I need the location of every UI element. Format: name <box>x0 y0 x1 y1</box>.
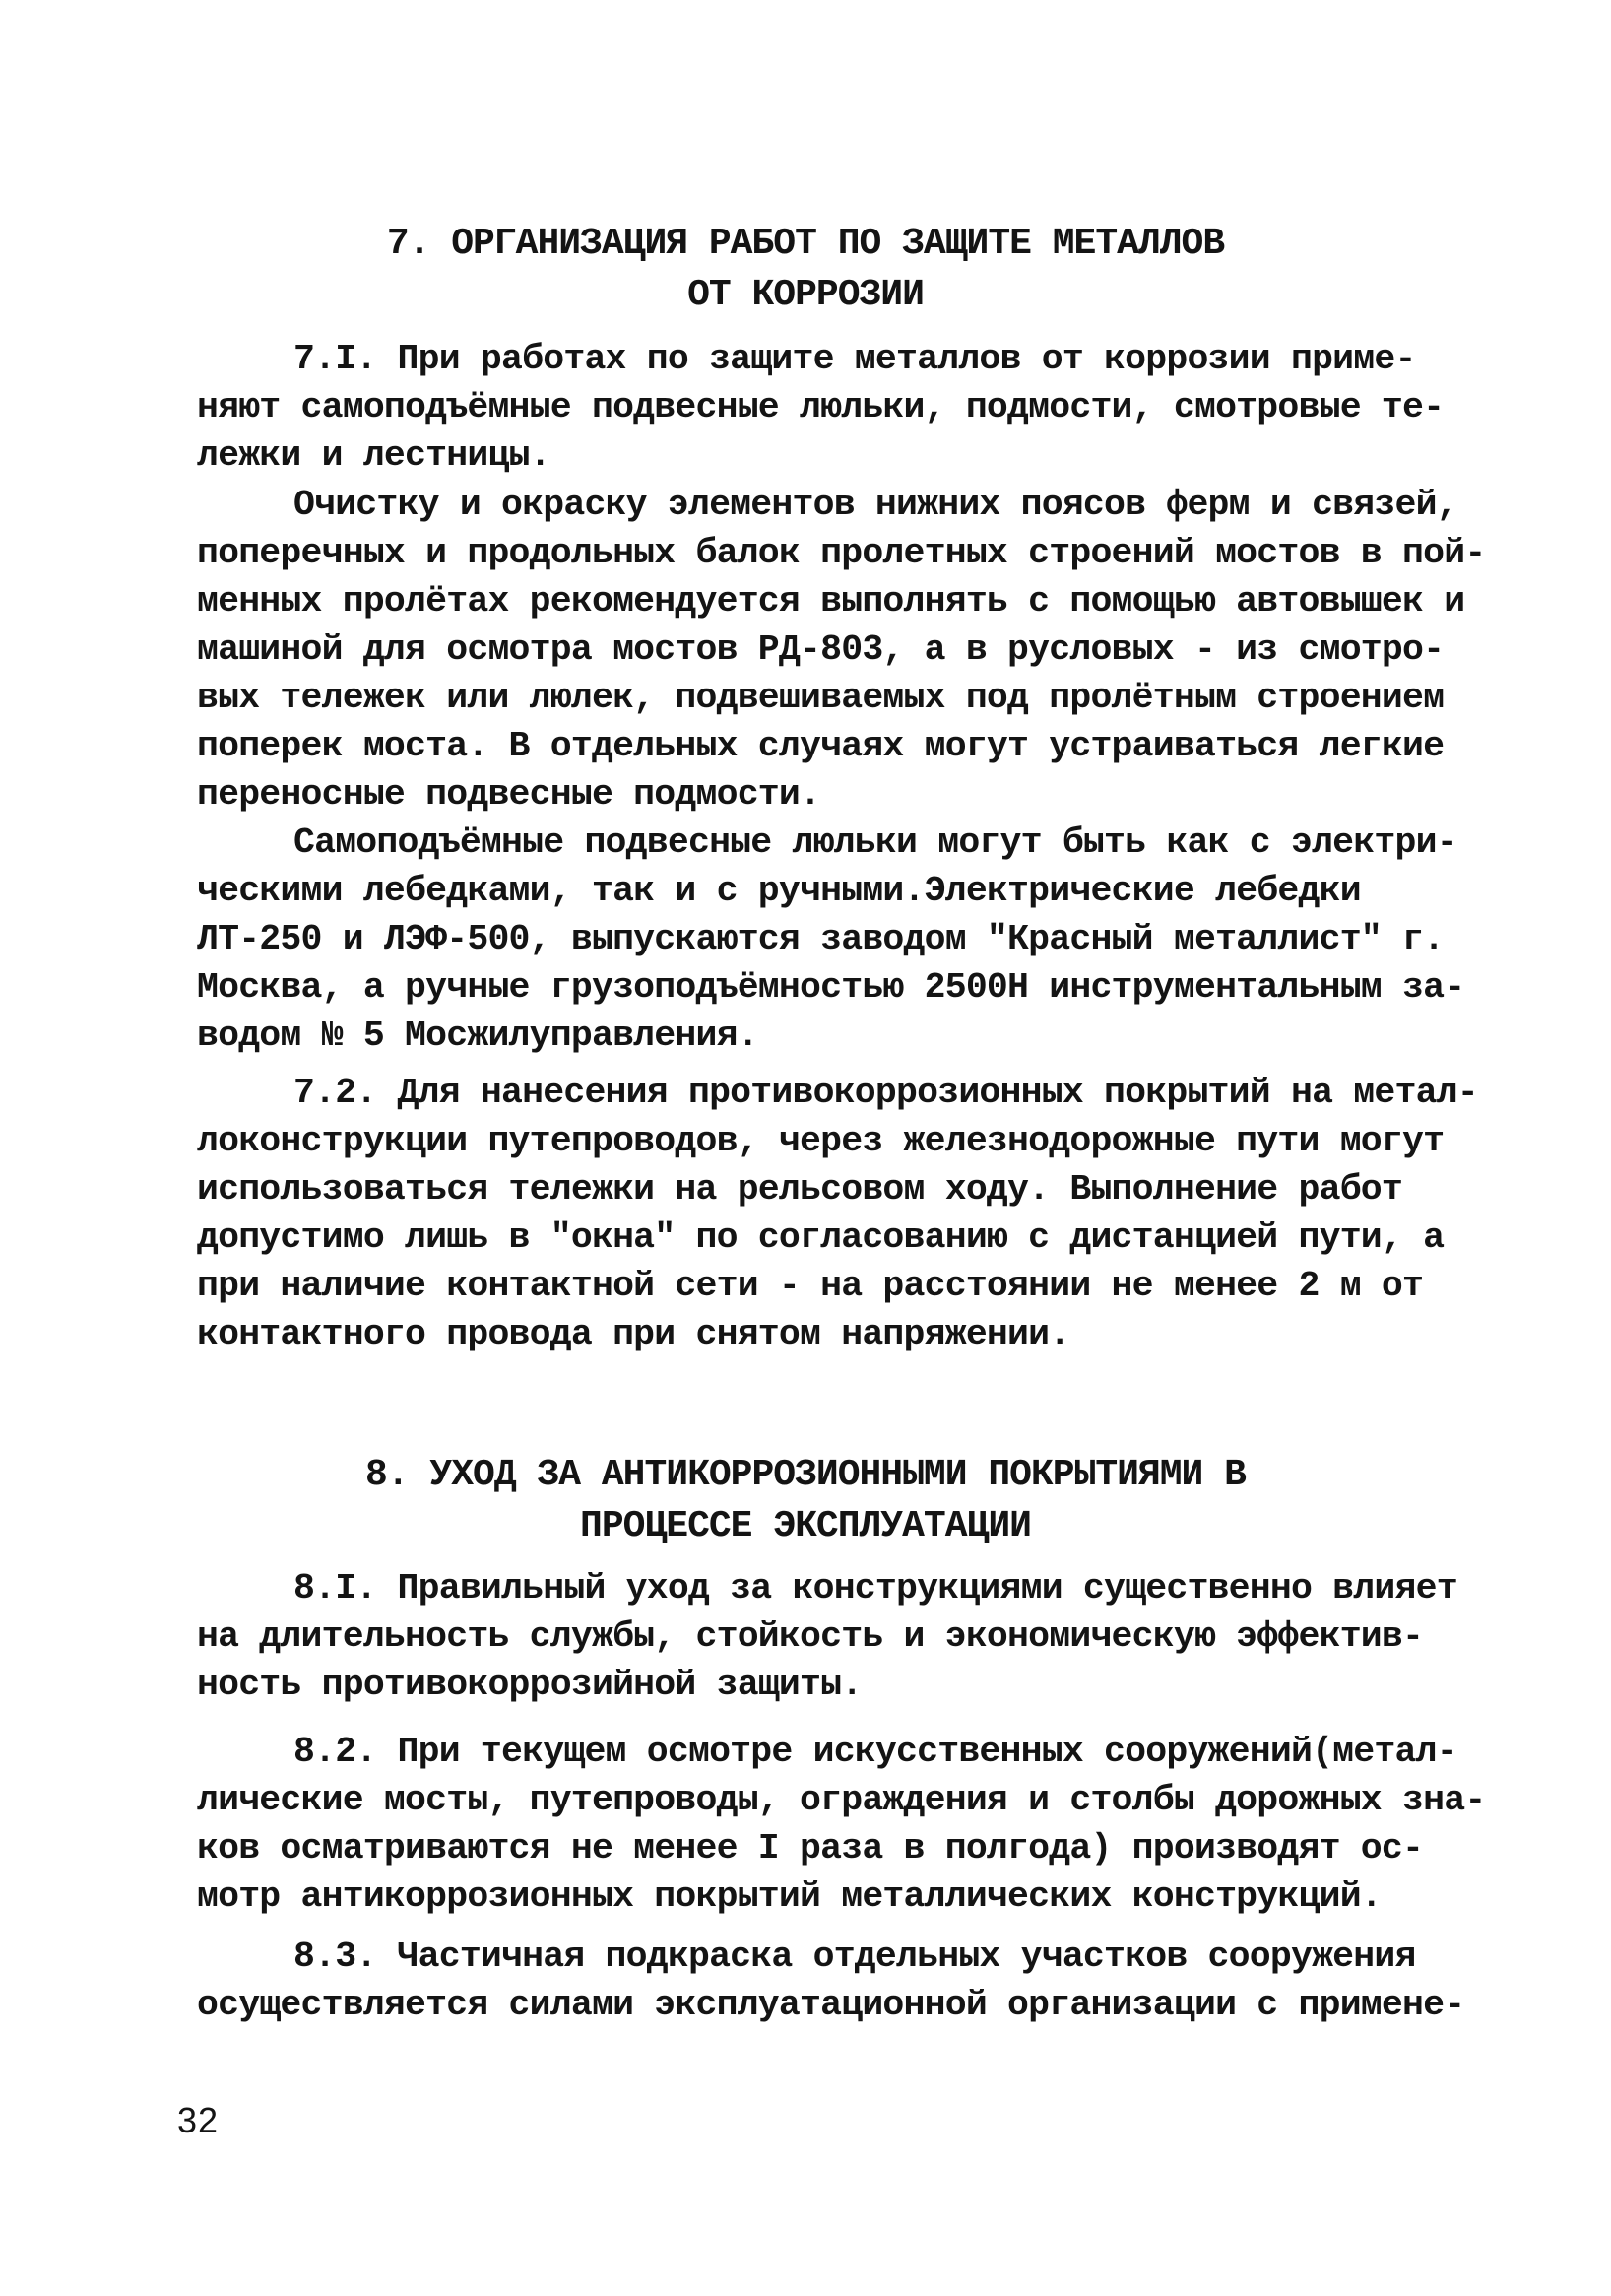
paragraph-7-2 <box>197 1069 1478 1358</box>
text-line: 8.2. При текущем осмотре искусственных сооружений(метал- <box>293 1732 1457 1772</box>
text-line: мотр антикоррозионных покрытий металлических конструкций. <box>197 1876 1382 1917</box>
section-7-heading-line: 7. ОРГАНИЗАЦИЯ РАБОТ ПО ЗАЩИТЕ МЕТАЛЛОВ <box>386 223 1225 265</box>
text-line: Самоподъёмные подвесные люльки могут быть как с электри- <box>293 822 1457 863</box>
text-line: локонструкции путепроводов, через железнодорожные пути могут <box>197 1121 1445 1161</box>
paragraph-8-3 <box>197 1933 1465 2029</box>
paragraph-8-2 <box>197 1728 1486 1921</box>
paragraph-7-1-cleaning <box>197 481 1486 819</box>
text-line: водом № 5 Мосжилуправления. <box>197 1016 758 1056</box>
text-line: 7.2. Для нанесения противокоррозионных покрытий на метал- <box>293 1073 1478 1113</box>
paragraph-7-1-cradles <box>197 819 1465 1060</box>
section-8-heading-line: 8. УХОД ЗА АНТИКОРРОЗИОННЫМИ ПОКРЫТИЯМИ В <box>365 1454 1246 1496</box>
text-line: 7.I. При работах по защите металлов от коррозии приме- <box>293 339 1416 379</box>
text-line: при наличие контактной сети - на расстоянии не менее 2 м от <box>197 1266 1424 1306</box>
text-line: лические мосты, путепроводы, ограждения и столбы дорожных зна- <box>197 1780 1486 1820</box>
section-8-heading <box>0 1450 1611 1552</box>
section-8-heading-line: ПРОЦЕССЕ ЭКСПЛУАТАЦИИ <box>580 1505 1031 1547</box>
section-7-heading <box>0 219 1611 321</box>
text-line: лежки и лестницы. <box>197 435 550 476</box>
text-line: на длительность службы, стойкость и экономическую эффектив- <box>197 1616 1424 1657</box>
text-line: машиной для осмотра мостов РД-803, а в русловых - из смотро- <box>197 629 1445 670</box>
text-line: 8.I. Правильный уход за конструкциями существенно влияет <box>293 1568 1457 1608</box>
text-line: ков осматриваются не менее I раза в полгода) производят ос- <box>197 1828 1424 1869</box>
text-line: 8.3. Частичная подкраска отдельных участков сооружения <box>293 1936 1416 1977</box>
text-line: контактного провода при снятом напряжении. <box>197 1314 1070 1354</box>
text-line: допустимо лишь в "окна" по согласованию с дистанцией пути, а <box>197 1217 1445 1258</box>
text-line: Очистку и окраску элементов нижних поясов ферм и связей, <box>293 485 1457 525</box>
section-7-heading-line: ОТ КОРРОЗИИ <box>687 274 924 316</box>
paragraph-7-1 <box>197 335 1445 480</box>
text-line: няют самоподъёмные подвесные люльки, подмости, смотровые те- <box>197 387 1445 427</box>
text-line: поперечных и продольных балок пролетных строений мостов в пой- <box>197 533 1486 573</box>
text-line: менных пролётах рекомендуется выполнять с помощью автовышек и <box>197 581 1465 622</box>
text-line: ность противокоррозийной защиты. <box>197 1665 863 1705</box>
text-line: ЛТ-250 и ЛЭФ-500, выпускаются заводом "Красный металлист" г. <box>197 919 1445 959</box>
text-line: переносные подвесные подмости. <box>197 774 821 815</box>
text-line: ческими лебедками, так и с ручными.Электрические лебедки <box>197 871 1361 911</box>
text-line: вых тележек или люлек, подвешиваемых под пролётным строением <box>197 678 1445 718</box>
text-line: использоваться тележки на рельсовом ходу. Выполнение работ <box>197 1169 1403 1210</box>
text-line: осуществляется силами эксплуатационной организации с примене- <box>197 1985 1465 2025</box>
page-number: 32 <box>177 2100 220 2140</box>
paragraph-8-1 <box>197 1564 1457 1709</box>
text-line: Москва, а ручные грузоподъёмностью 2500Н инструментальным за- <box>197 967 1465 1008</box>
text-line: поперек моста. В отдельных случаях могут устраиваться легкие <box>197 726 1445 766</box>
